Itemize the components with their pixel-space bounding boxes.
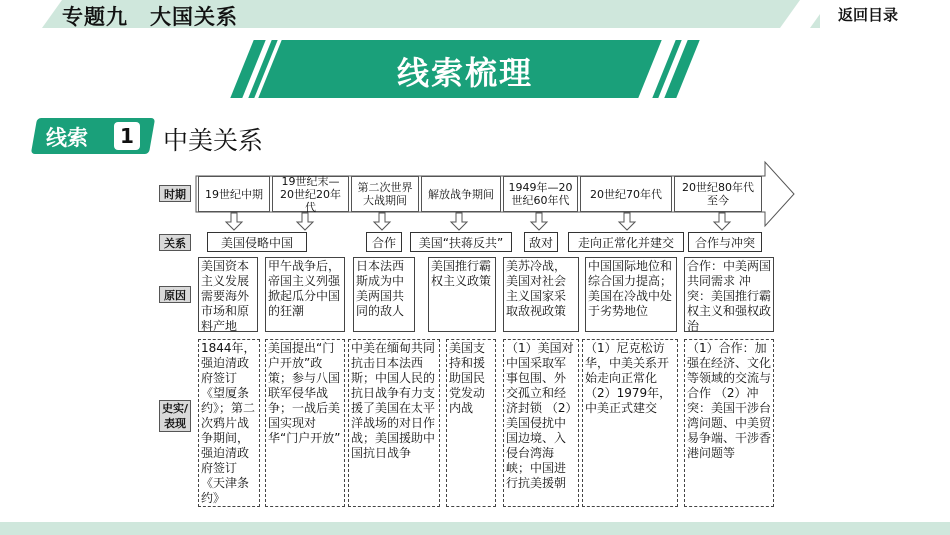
relation-box: 美国侵略中国 <box>207 232 307 252</box>
cause-cell: 美苏冷战，美国对社会主义国家采取敌视政策 <box>503 257 579 332</box>
clue-number: 1 <box>114 122 140 150</box>
fact-cell: （1）尼克松访华，中美关系开始走向正常化 （2）1979年，中美正式建交 <box>582 339 678 507</box>
back-to-contents-button[interactable]: 返回目录 <box>838 6 899 24</box>
period-cell: 19世纪末—20世纪20年代 <box>272 176 349 212</box>
period-cell: 19世纪中期 <box>198 176 270 212</box>
period-cell: 20世纪70年代 <box>580 176 672 212</box>
fact-cell: 中美在缅甸共同抗击日本法西斯；中国人民的抗日战争有力支援了美国在太平洋战场的对日作战；美国援助中国抗日战争 <box>348 339 440 507</box>
fact-cell: （1）合作：加强在经济、文化等领域的交流与合作 （2）冲突：美国干涉台湾问题、中美贸易争端、干涉香港问题等 <box>684 339 774 507</box>
period-cell: 第二次世界大战期间 <box>351 176 419 212</box>
cause-cell: 日本法西斯成为中美两国共同的敌人 <box>353 257 415 332</box>
period-cell: 1949年—20世纪60年代 <box>503 176 578 212</box>
fact-cell: 1844年，强迫清政府签订《望厦条约》；第二次鸦片战争期间，强迫清政府签订《天津条约》 <box>198 339 260 507</box>
row-label-relation: 关系 <box>159 234 191 251</box>
period-cell: 解放战争期间 <box>421 176 501 212</box>
cause-cell: 甲午战争后，帝国主义列强掀起瓜分中国的狂潮 <box>265 257 345 332</box>
banner-title: 线索梳理 <box>396 54 533 92</box>
row-label-cause: 原因 <box>159 286 191 303</box>
relation-box: 合作与冲突 <box>688 232 762 252</box>
clue-title: 中美关系 <box>163 126 264 155</box>
relation-box: 合作 <box>366 232 402 252</box>
bottom-band <box>0 522 950 535</box>
cause-cell: 美国推行霸权主义政策 <box>428 257 496 332</box>
fact-cell: （1）美国对中国采取军事包围、外交孤立和经济封锁 （2）美国侵扰中国边境、入侵台湾海峡；中国进行抗美援朝 <box>503 339 579 507</box>
relation-box: 走向正常化并建交 <box>568 232 684 252</box>
cause-cell: 中国国际地位和综合国力提高；美国在冷战中处于劣势地位 <box>585 257 677 332</box>
period-cell: 20世纪80年代至今 <box>674 176 762 212</box>
row-label-facts: 史实/表现 <box>159 400 191 432</box>
cause-cell: 美国资本主义发展需要海外市场和原料产地 <box>198 257 258 332</box>
topic-title: 专题九 大国关系 <box>62 5 238 29</box>
relation-box: 敌对 <box>524 232 558 252</box>
cause-cell: 合作：中美两国共同需求 冲突：美国推行霸权主义和强权政治 <box>684 257 774 332</box>
relation-box: 美国“扶蒋反共” <box>410 232 512 252</box>
fact-cell: 美国支持和援助国民党发动内战 <box>446 339 496 507</box>
fact-cell: 美国提出“门户开放”政策；参与八国联军侵华战争；一战后美国实现对华“门户开放” <box>265 339 345 507</box>
clue-label: 线索 <box>46 126 88 150</box>
row-label-period: 时期 <box>159 185 191 202</box>
